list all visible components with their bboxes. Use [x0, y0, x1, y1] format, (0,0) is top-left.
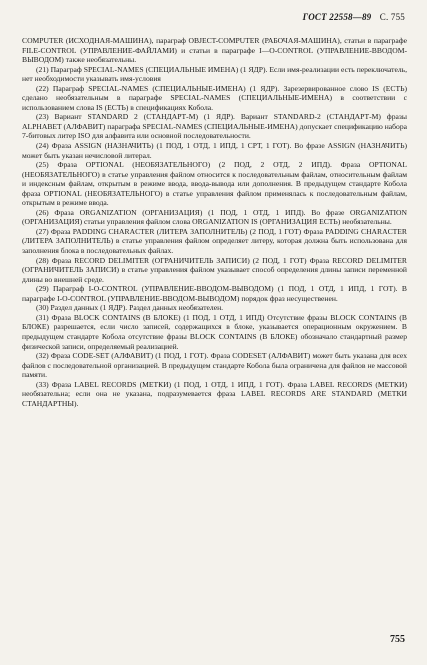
standard-code: ГОСТ 22558—89 — [302, 12, 372, 22]
paragraph-24: (24) Фраза ASSIGN (НАЗНАЧИТЬ) (1 ПОД, 1 ОТД, 1 ИПД, 1 СРТ, 1 ГОТ). Во фразе ASSIGN (НАЗНАЧИТЬ) может быть указан нечисловой литерал. — [22, 141, 407, 160]
header-page-label: С. 755 — [379, 12, 405, 22]
paragraph-30: (30) Раздел данных (1 ЯДР). Раздел данных необязателен. — [36, 303, 224, 313]
paragraph-28: (28) Фраза RECORD DELIMITER (ОГРАНИЧИТЕЛЬ ЗАПИСИ) (2 ПОД, 1 ГОТ) Фраза RECORD DELIMITER (ОГРАНИЧИТЕЛЬ ЗАПИСИ) в статье управления файлом указывает способ определения длины записи переменной длины во внешней среде. — [22, 255, 407, 284]
paragraph-26: (26) Фраза ORGANIZATION (ОРГАНИЗАЦИЯ) (1 ПОД, 1 ОТД, 1 ИПД). Во фразе ORGANIZATION (ОРГАНИЗАЦИЯ) статьи управления файлом слова ORGANIZATION IS (ОРГАНИЗАЦИЯ ЕСТЬ) необязательны. — [22, 207, 407, 227]
document-body — [22, 36, 407, 408]
paragraph-29: (29) Параграф I-O-CONTROL (УПРАВЛЕНИЕ-ВВОДОМ-ВЫВОДОМ) (1 ПОД, 1 ОТД, 1 ИПД, 1 ГОТ). В параграфе I-O-CONTROL (УПРАВЛЕНИЕ-ВВОДОМ-ВЫВОДОМ) порядок фраз несущественен. — [22, 284, 407, 303]
paragraph-22: (22) Параграф SPECIAL-NAMES (СПЕЦИАЛЬНЫЕ-ИМЕНА) (1 ЯДР). Зарезервированное слово IS (ЕСТЬ) сделано необязательным в параграфе SPECIAL-NAMES (СПЕЦИАЛЬНЫЕ-ИМЕНА) в соответствии с использованием слова IS (ЕСТЬ) в спецификациях Кобола. — [22, 83, 407, 112]
paragraph-31: (31) Фраза BLOCK CONTAINS (В БЛОКЕ) (1 ПОД, 1 ОТД, 1 ИПД) Отсутствие фразы BLOCK CONTAINS (В БЛОКЕ) разрешается, если число записей, содержащихся в блоке, указывается операционным окружением. В предыдущем стандарте Кобола отсутствие фразы BLOCK CONTAINS (В БЛОКЕ) обозначало стандартный размер физической записи, определяемый реализацией. — [22, 312, 407, 351]
paragraph-33: (33) Фраза LABEL RECORDS (МЕТКИ) (1 ПОД, 1 ОТД, 1 ИПД, 1 ГОТ). Фраза LABEL RECORDS (МЕТКИ) необязательна; если она не указана, подразумевается фраза LABEL RECORDS ARE STANDARD (МЕТКИ СТАНДАРТНЫ). — [22, 379, 407, 408]
page-header — [303, 12, 405, 22]
page-number: 755 — [390, 634, 405, 645]
paragraph-25: (25) Фраза OPTIONAL (НЕОБЯЗАТЕЛЬНОГО) (2 ПОД, 2 ОТД, 2 ИПД). Фраза OPTIONAL (НЕОБЯЗАТЕЛЬНОГО) в статье управления файлом относится к последовательным файлам, относительным файлам и индексным файлам, открытым в режиме ввода, ввода-вывода или дополнения. В предыдущем стандарте Кобола фраза OPTIONAL (НЕОБЯЗАТЕЛЬНОГО) в статье управления файлом применялась к последовательным файлам, открытым в режиме ввода. — [22, 160, 407, 208]
paragraph-32: (32) Фраза CODE-SET (АЛФАВИТ) (1 ПОД, 1 ГОТ). Фраза CODESET (АЛФАВИТ) может быть указана для всех файлов с последовательной организацией. В предыдущем стандарте Кобола была ограничена для файлов не массовой памяти. — [22, 351, 407, 380]
paragraph-23: (23) Вариант STANDARD 2 (СТАНДАРТ-М) (1 ЯДР). Вариант STANDARD-2 (СТАНДАРТ-М) фразы ALPHABET (АЛФАВИТ) параграфа SPECIAL-NAMES (СПЕЦИАЛЬНЫЕ-ИМЕНА) допускает спецификацию набора 7-битовых литер ISO для алфавита или основной последовательности. — [22, 112, 407, 141]
paragraph-continuation: COMPUTER (ИСХОДНАЯ-МАШИНА), параграф OBJECT-COMPUTER (РАБОЧАЯ-МАШИНА), статьи в параграфе FILE-CONTROL (УПРАВЛЕНИЕ-ФАЙЛАМИ) и статьи в параграфе I—O-CONTROL (УПРАВЛЕНИЕ-ВВОДОМ-ВЫВОДОМ) также необязательны. — [22, 36, 407, 65]
paragraph-27: (27) Фраза PADDING CHARACTER (ЛИТЕРА ЗАПОЛНИТЕЛЬ) (2 ПОД, 1 ГОТ) Фраза PADDING CHARACTER (ЛИТЕРА ЗАПОЛНИТЕЛЬ) в статье управления файлом определяет литеру, которая должна быть использована для заполнения блока в последовательных файлах. — [22, 226, 407, 256]
paragraph-21: (21) Параграф SPECIAL-NAMES (СПЕЦИАЛЬНЫЕ ИМЕНА) (1 ЯДР). Если имя-реализации есть переключатель, нет необходимости указывать имя-условия — [22, 64, 407, 84]
